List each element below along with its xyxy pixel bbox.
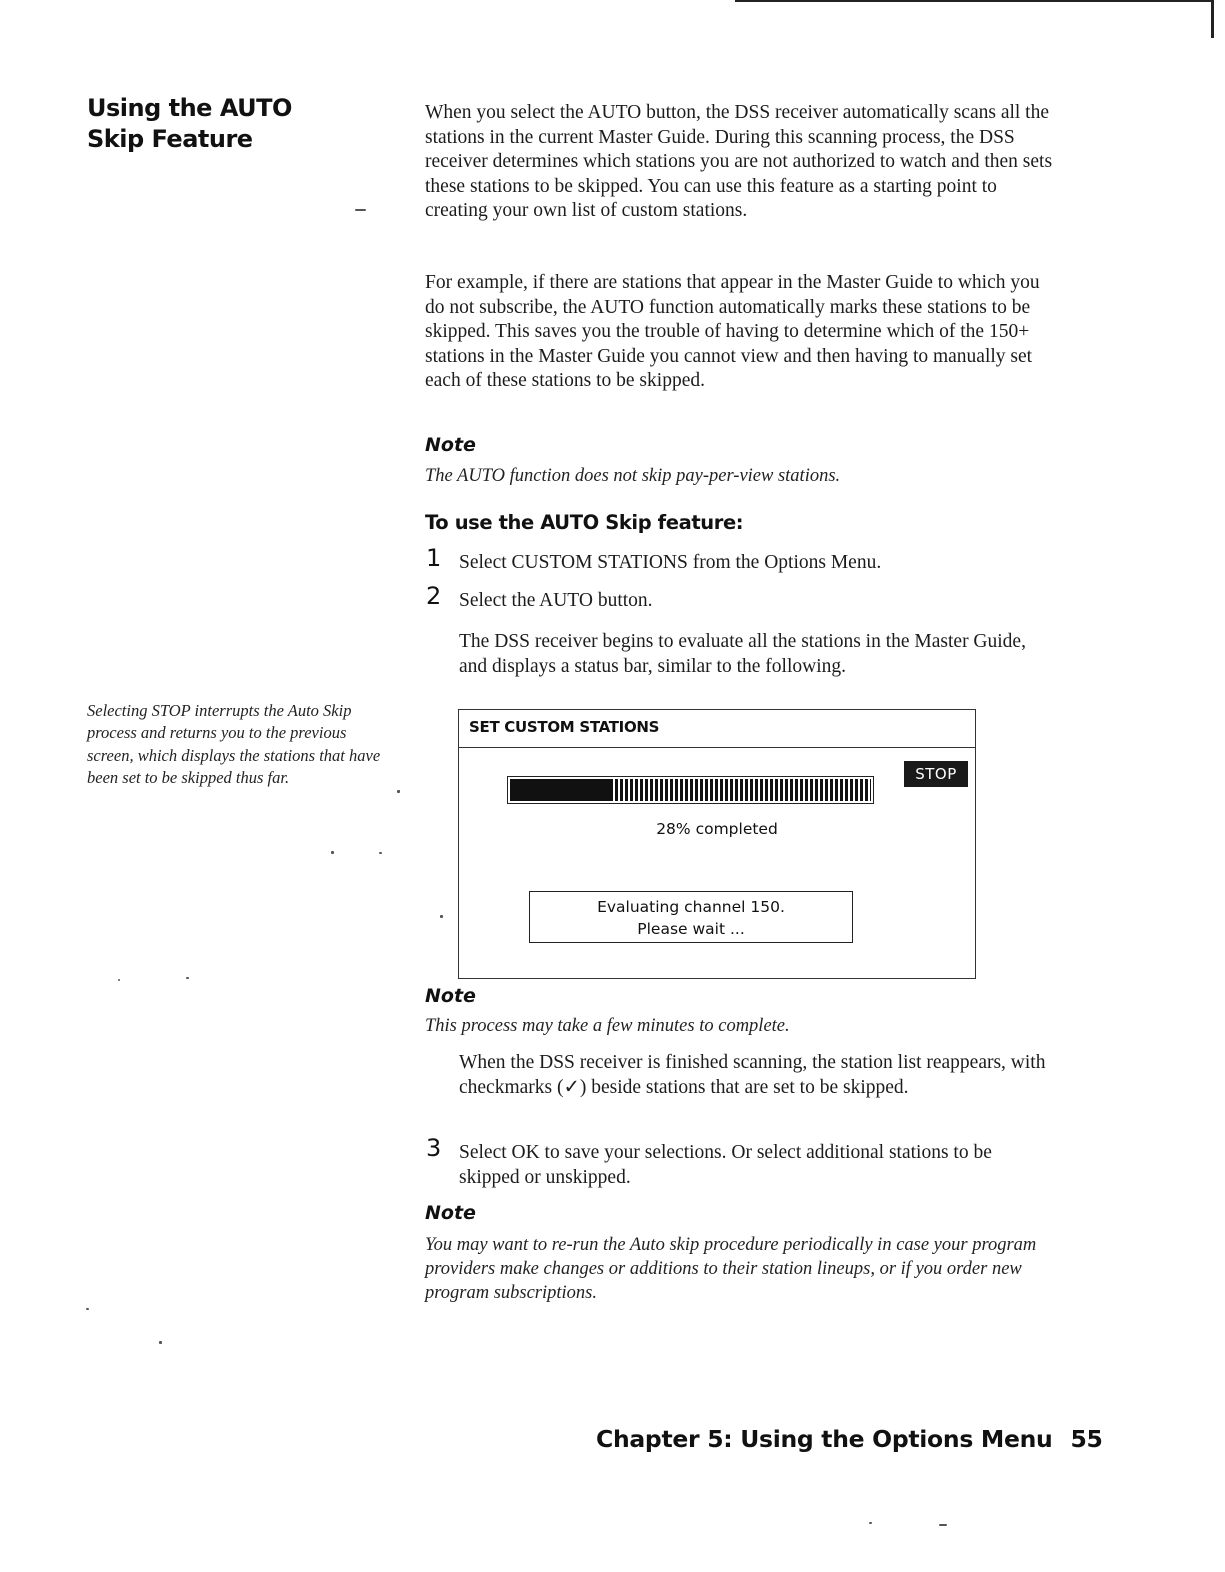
page-footer — [596, 1425, 1103, 1453]
progress-bar — [507, 776, 874, 804]
section-title-line-1: Using the AUTO — [87, 94, 292, 122]
status-line-1: Evaluating channel 150. — [597, 898, 785, 916]
step-text-1: Select CUSTOM STATIONS from the Options Menu. — [459, 552, 882, 573]
scan-speck — [355, 209, 366, 211]
scan-speck — [118, 979, 120, 981]
dialog-title-bar — [459, 710, 975, 748]
step-2-after: When the DSS receiver is finished scanning, the station list reappears, with checkmarks (✓) beside stations that are set to be skipped. — [459, 1052, 1046, 1098]
step-text-2: Select the AUTO button. — [459, 590, 653, 611]
note-label-1: Note — [425, 434, 476, 456]
scan-speck — [331, 851, 334, 854]
scan-speck — [159, 1341, 162, 1344]
intro-paragraph-1: When you select the AUTO button, the DSS receiver automatically scans all the stations in the current Master Guide. During this scanning process, the DSS receiver determines which stations you are not authorized to watch and then sets these stations to be skipped. You can use this feature as a starting point to creating your own list of custom stations. — [425, 102, 1053, 222]
note-text-1: The AUTO function does not skip pay-per-view stations. — [425, 466, 841, 486]
scan-speck — [397, 790, 400, 793]
dialog-title: SET CUSTOM STATIONS — [469, 718, 660, 736]
scan-speck — [440, 915, 443, 918]
note-text-3: You may want to re-run the Auto skip procedure periodically in case your program providers make changes or additions to their station lineups, or if you order new program subscriptions. — [425, 1235, 1037, 1303]
note-label-3: Note — [425, 1202, 476, 1224]
scan-speck — [379, 852, 382, 854]
intro-paragraph-2: For example, if there are stations that appear in the Master Guide to which you do not subscribe, the AUTO function automatically marks these stations to be skipped. This saves you the trouble of having to determine which of the 150+ stations in the Master Guide you cannot view and then having to manually set each of these stations to be skipped. — [425, 272, 1040, 392]
sidebar-note: Selecting STOP interrupts the Auto Skip process and returns you to the previous screen, which displays the stations that have been set to be skipped thus far. — [87, 701, 381, 788]
scan-speck — [939, 1524, 947, 1526]
progress-bar-fill — [510, 779, 611, 801]
footer-chapter-title: Chapter 5: Using the Options Menu — [596, 1425, 1053, 1453]
step-number-2: 2 — [426, 582, 442, 610]
stop-button[interactable]: STOP — [904, 761, 968, 787]
step-2-result: The DSS receiver begins to evaluate all the stations in the Master Guide, and displays a status bar, similar to the following. — [459, 631, 1026, 677]
set-custom-stations-dialog — [458, 709, 976, 979]
section-title — [87, 93, 387, 155]
step-number-1: 1 — [426, 544, 442, 572]
footer-page-number: 55 — [1070, 1425, 1103, 1453]
progress-percent-text: 28% completed — [656, 820, 778, 838]
step-text-3: Select OK to save your selections. Or select additional stations to be skipped or unskipped. — [459, 1142, 992, 1188]
note-text-2: This process may take a few minutes to complete. — [425, 1016, 790, 1036]
status-message-box — [529, 891, 853, 943]
procedure-heading: To use the AUTO Skip feature: — [425, 511, 744, 534]
page-top-rule — [735, 0, 1213, 2]
scan-speck — [86, 1308, 89, 1310]
section-title-line-2: Skip Feature — [87, 125, 253, 153]
step-number-3: 3 — [426, 1134, 442, 1162]
scan-speck — [869, 1522, 872, 1524]
note-label-2: Note — [425, 985, 476, 1007]
scan-speck — [186, 977, 189, 979]
status-line-2: Please wait ... — [637, 920, 745, 938]
page-edge-mark — [1211, 0, 1214, 38]
